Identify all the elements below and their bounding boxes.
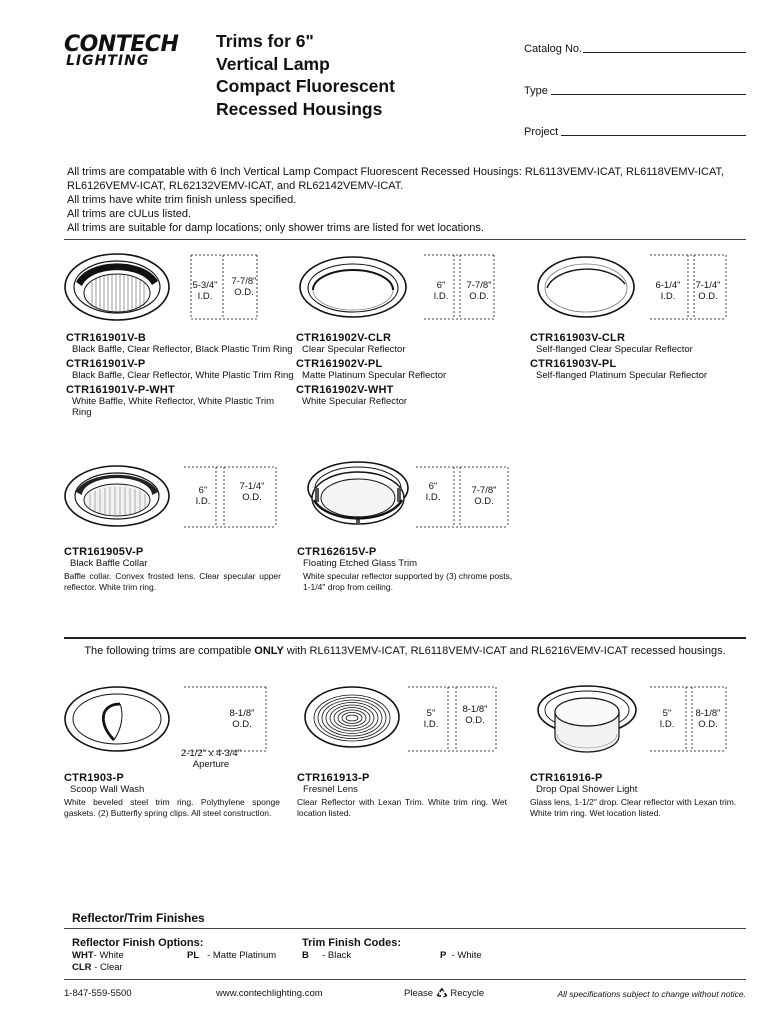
od-value: 7-1/4"	[239, 481, 265, 492]
product-name: Fresnel Lens	[303, 784, 358, 795]
product-description: White beveled steel trim ring. Polythylene sponge gaskets. (2) Butterfly spring clips. All steel construction.	[64, 797, 280, 818]
product-description: White specular reflector supported by (3) chrome posts, 1-1/4" drop from ceiling.	[303, 571, 513, 592]
od-label: O.D.	[698, 719, 718, 730]
project-field[interactable]	[561, 135, 746, 136]
finish-option-pl	[187, 950, 276, 961]
od-value: 7-7/8"	[471, 485, 497, 496]
finish-label: - White	[451, 950, 482, 961]
product-description: Black Baffle, Clear Reflector, Black Plastic Trim Ring	[72, 344, 293, 355]
id-dimension	[426, 280, 456, 302]
compat-note-tail: with RL6113VEMV-ICAT, RL6118VEMV-ICAT and RL6216VEMV-ICAT recessed housings.	[283, 645, 726, 657]
trim-illustration-drop-opal	[535, 682, 639, 754]
id-value: 5-3/4"	[192, 280, 218, 291]
intro-line: All trims are compatable with 6 Inch Vertical Lamp Compact Fluorescent Recessed Housings: RL6113VEMV-ICAT, RL6118VEMV-ICAT,	[67, 166, 725, 178]
title-line: Trims for 6"	[216, 31, 314, 51]
od-label: O.D.	[234, 287, 254, 298]
product-group	[530, 332, 750, 381]
intro-line: All trims are cULus listed.	[67, 208, 192, 220]
title-line: Compact Fluorescent	[216, 76, 395, 96]
intro-line: RL6126VEMV-ICAT, RL62132VEMV-ICAT, and RL62142VEMV-ICAT.	[67, 180, 404, 192]
finish-label: - Clear	[94, 962, 123, 973]
trim-finish-title: Trim Finish Codes:	[302, 937, 402, 949]
od-dimension	[690, 280, 726, 302]
od-dimension	[232, 481, 272, 503]
finish-code: B	[302, 950, 309, 961]
id-value: 6"	[436, 280, 446, 291]
type-label: Type	[524, 85, 548, 97]
od-dimension	[461, 280, 497, 302]
id-label: I.D.	[659, 719, 675, 730]
product-description: Baffle collar. Convex frosted lens. Clear specular upper reflector. White trim ring.	[64, 571, 281, 592]
od-dimension	[690, 708, 726, 730]
product-name: Scoop Wall Wash	[70, 784, 145, 795]
od-label: O.D.	[465, 715, 485, 726]
page-title	[216, 30, 496, 120]
id-dimension	[651, 280, 685, 302]
product-description: Self-flanged Clear Specular Reflector	[536, 344, 693, 355]
project-label: Project	[524, 126, 559, 138]
compat-note-lead: The following trims are compatible	[84, 645, 255, 657]
footer-website[interactable]: www.contechlighting.com	[216, 988, 323, 999]
od-label: O.D.	[232, 719, 252, 730]
model-number: CTR161902V-WHT	[296, 384, 394, 396]
od-dimension	[456, 704, 494, 726]
product-description: Self-flanged Platinum Specular Reflector	[536, 370, 708, 381]
product-group	[66, 332, 296, 418]
title-line: Vertical Lamp	[216, 53, 330, 74]
model-number: CTR161902V-PL	[296, 358, 383, 370]
id-value: 6-1/4"	[655, 280, 681, 291]
recycle-icon	[436, 987, 448, 998]
model-number: CTR161903V-PL	[530, 358, 617, 370]
model-number: CTR161903V-CLR	[530, 332, 626, 344]
footer-phone: 1-847-559-5500	[64, 988, 132, 999]
product-name: Drop Opal Shower Light	[536, 784, 638, 795]
id-label: I.D.	[660, 291, 676, 302]
reflector-finish-title: Reflector Finish Options:	[72, 937, 204, 949]
product-group	[530, 772, 742, 819]
id-label: I.D.	[433, 291, 449, 302]
aperture-value: 2-1/2" x 4-3/4"	[180, 748, 242, 759]
logo-wordmark-bottom: LIGHTING	[66, 53, 150, 69]
compat-note-emphasis: ONLY	[254, 645, 284, 657]
finishes-title: Reflector/Trim Finishes	[72, 911, 205, 925]
model-number: CTR161913-P	[297, 772, 370, 784]
title-line: Recessed Housings	[216, 98, 383, 119]
id-dimension	[418, 481, 448, 503]
id-value: 5"	[662, 708, 672, 719]
id-dimension	[189, 280, 221, 302]
finish-option-clr	[72, 962, 123, 973]
product-group	[296, 332, 516, 407]
catalog-no-label: Catalog No.	[524, 43, 583, 55]
logo-wordmark-top: CONTECH	[64, 32, 179, 57]
intro-line: All trims are suitable for damp locations; only shower trims are listed for wet locations.	[67, 222, 484, 234]
product-name: Floating Etched Glass Trim	[303, 558, 418, 569]
id-dimension	[652, 708, 682, 730]
product-name: Black Baffle Collar	[70, 558, 148, 569]
od-dimension	[222, 708, 262, 730]
id-value: 5"	[426, 708, 436, 719]
model-number: CTR161902V-CLR	[296, 332, 392, 344]
divider	[64, 637, 746, 639]
od-value: 7-7/8"	[231, 276, 257, 287]
product-group	[297, 546, 515, 593]
type-field[interactable]	[551, 94, 746, 95]
od-label: O.D.	[698, 291, 718, 302]
model-number: CTR161905V-P	[64, 546, 144, 558]
od-label: O.D.	[242, 492, 262, 503]
footer-disclaimer: All specifications subject to change without notice.	[557, 989, 746, 999]
trim-code-p	[440, 950, 482, 961]
divider	[64, 928, 746, 929]
id-label: I.D.	[425, 492, 441, 503]
trim-code-b	[302, 950, 351, 961]
intro-line: All trims have white trim finish unless specified.	[67, 194, 297, 206]
finish-code: PL	[187, 950, 200, 961]
product-description: Black Baffle, Clear Reflector, White Plastic Trim Ring	[72, 370, 294, 381]
model-number: CTR161901V-B	[66, 332, 147, 344]
divider	[64, 239, 746, 240]
product-group	[64, 546, 281, 593]
od-label: O.D.	[469, 291, 489, 302]
trim-illustration-floating-glass	[305, 458, 411, 530]
compat-note	[64, 645, 746, 657]
id-dimension	[416, 708, 446, 730]
id-value: 6"	[428, 481, 438, 492]
model-number: CTR161916-P	[530, 772, 603, 784]
trim-illustration-baffle-collar	[62, 464, 172, 528]
aperture-label: Aperture	[192, 759, 230, 770]
trim-illustration-baffle	[62, 252, 172, 322]
od-dimension	[466, 485, 502, 507]
product-description: White Specular Reflector	[302, 396, 408, 407]
id-label: I.D.	[423, 719, 439, 730]
finish-code: WHT	[72, 950, 94, 961]
model-number: CTR162615V-P	[297, 546, 377, 558]
recycle-label-lead: Please	[404, 988, 434, 999]
od-value: 8-1/8"	[229, 708, 255, 719]
finish-label: - Black	[322, 950, 352, 961]
trim-illustration-fresnel-lens	[302, 684, 402, 750]
finish-label: - White	[93, 950, 124, 961]
product-description: Matte Platinum Specular Reflector	[302, 370, 447, 381]
model-number: CTR161901V-P-WHT	[66, 384, 175, 396]
finish-code: CLR	[72, 962, 92, 973]
product-description: Glass lens, 1-1/2" drop. Clear reflector with Lexan trim. White trim ring. Wet location listed.	[530, 797, 737, 818]
product-description: White Baffle, White Reflector, White Plastic Trim Ring	[72, 396, 275, 418]
intro-text	[67, 165, 747, 235]
od-value: 7-1/4"	[695, 280, 721, 291]
od-value: 7-7/8"	[466, 280, 492, 291]
id-label: I.D.	[195, 496, 211, 507]
od-value: 8-1/8"	[462, 704, 488, 715]
finish-label: - Matte Platinum	[207, 950, 277, 961]
od-value: 8-1/8"	[695, 708, 721, 719]
divider	[64, 979, 746, 980]
od-dimension	[226, 276, 262, 298]
id-label: I.D.	[197, 291, 213, 302]
product-description: Clear Specular Reflector	[302, 344, 406, 355]
product-description: Clear Reflector with Lexan Trim. White trim ring. Wet location listed.	[297, 797, 507, 818]
model-number: CTR161901V-P	[66, 358, 146, 370]
od-label: O.D.	[474, 496, 494, 507]
recycle-label-tail: Recycle	[450, 988, 485, 999]
finish-option-wht	[72, 950, 124, 961]
id-dimension	[186, 485, 220, 507]
footer-recycle	[404, 987, 484, 999]
product-group	[64, 772, 280, 819]
aperture-dimension	[172, 748, 250, 770]
trim-illustration-specular-reflector	[297, 254, 409, 320]
finish-code: P	[440, 950, 447, 961]
model-number: CTR1903-P	[64, 772, 124, 784]
trim-illustration-scoop-wall-wash	[62, 684, 172, 754]
product-group	[297, 772, 507, 819]
trim-illustration-self-flanged	[535, 254, 637, 320]
id-value: 6"	[198, 485, 208, 496]
catalog-no-field[interactable]	[583, 52, 746, 53]
brand-logo	[64, 34, 194, 70]
